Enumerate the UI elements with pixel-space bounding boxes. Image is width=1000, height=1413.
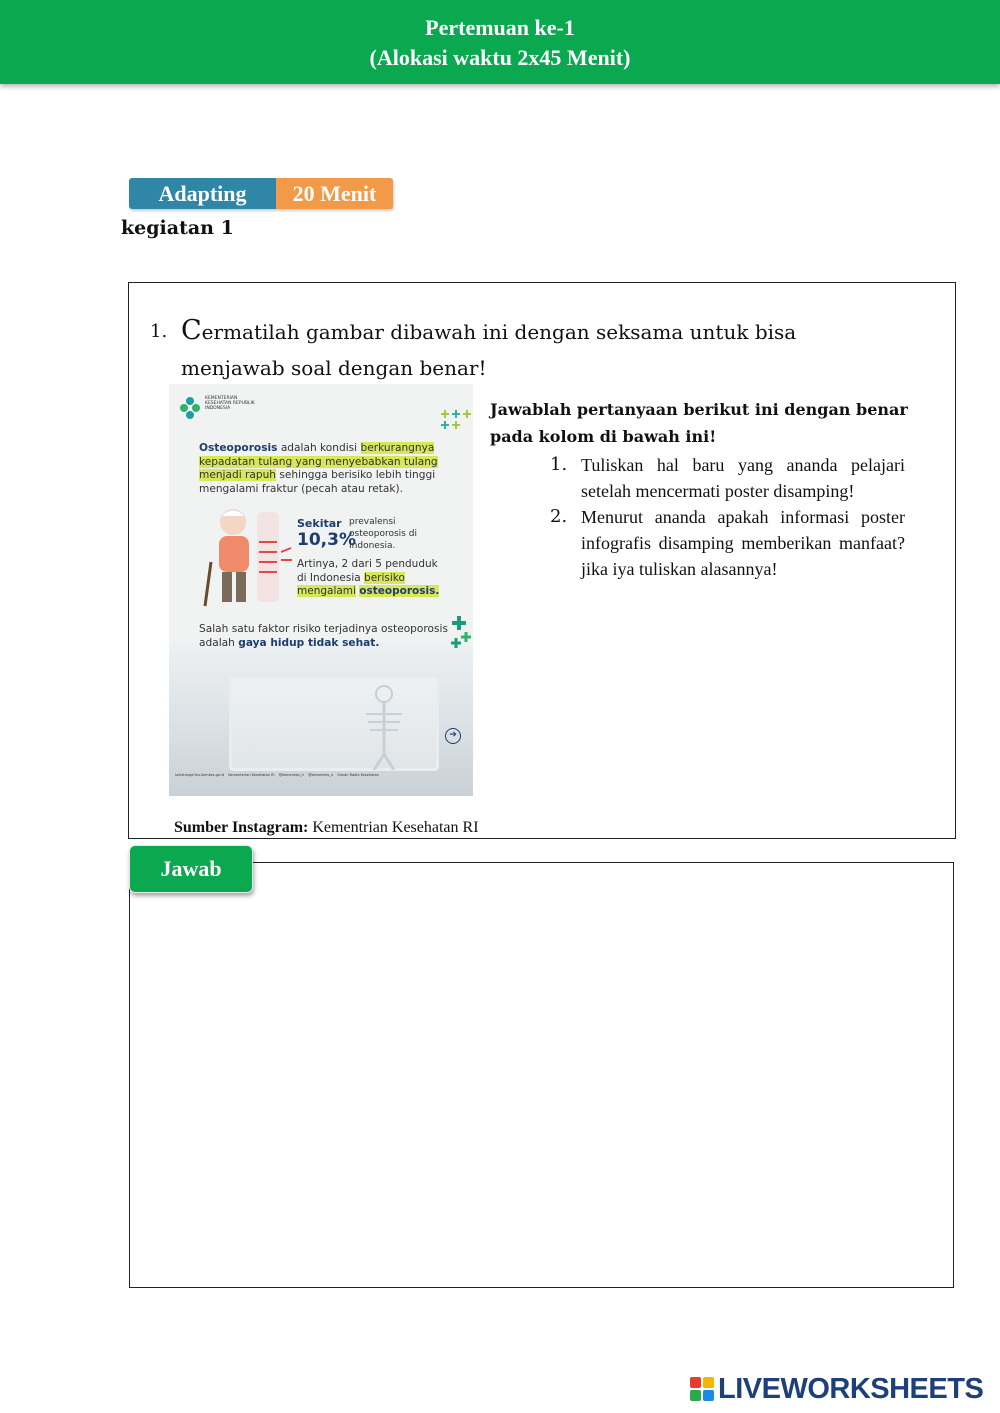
instruction-number: 1. — [550, 454, 568, 475]
poster-meaning — [297, 558, 447, 599]
poster-footer-item: Kementerian Kesehatan RI — [228, 773, 275, 777]
poster-term: Osteoporosis — [199, 442, 278, 454]
poster-footer — [175, 770, 467, 780]
duration-tag: 20 Menit — [276, 178, 393, 209]
plus-decoration-right-icon — [451, 614, 473, 650]
question-text — [181, 313, 901, 386]
logo-square — [690, 1390, 701, 1401]
liveworksheets-logo — [690, 1373, 983, 1405]
poster-definition-highlight: berkurangnya kepadatan tulang yang menyebabkan tulang menjadi rapuh — [199, 442, 438, 481]
poster-footer-item: @kemenkes_ri — [307, 773, 334, 777]
poster-footer-item: @kemenkes_ri — [278, 773, 304, 777]
question-number: 1. — [150, 321, 168, 342]
ministry-logo-icon — [179, 395, 201, 421]
instruction-text: Menurut ananda apakah informasi poster infografis disamping memberikan manfaat? jika iya tuliskan alasannya! — [581, 507, 905, 579]
instruction-item — [548, 504, 905, 582]
logo-square — [703, 1377, 714, 1388]
poster-meaning-start: Artinya, 2 dari 5 penduduk di Indonesia — [297, 558, 438, 584]
instruction-item — [548, 452, 905, 504]
poster-meaning-bold: osteoporosis. — [359, 585, 440, 597]
image-source — [174, 819, 479, 837]
poster-meaning-highlight-1: berisiko — [364, 571, 405, 584]
skeleton-illustration — [344, 684, 424, 770]
answer-box[interactable] — [129, 862, 954, 1288]
poster-meaning-highlight-2: mengalami — [297, 585, 356, 597]
poster-risk-factor-bold: gaya hidup tidak sehat. — [238, 637, 380, 649]
plus-decoration-icon — [441, 408, 471, 432]
poster-definition — [199, 442, 439, 496]
infographic-poster — [169, 384, 473, 796]
stage-tag-row — [129, 178, 393, 209]
answer-label: Jawab — [129, 845, 253, 893]
poster-percentage: 10,3% — [297, 530, 356, 550]
logo-square — [690, 1377, 701, 1388]
poster-definition-end: sehingga berisiko lebih tinggi mengalami fraktur (pecah atau retak). — [199, 469, 436, 495]
ministry-logo-text: KEMENTERIAN KESEHATAN REPUBLIK INDONESIA — [205, 396, 255, 411]
instruction-number: 2. — [550, 506, 568, 527]
instructions-list — [548, 452, 905, 582]
next-arrow-icon: ➔ — [445, 728, 461, 744]
source-label: Sumber Instagram: — [174, 819, 309, 836]
instruction-text: Tuliskan hal baru yang ananda pelajari setelah mencermati poster disamping! — [581, 455, 905, 501]
page-header — [0, 0, 1000, 84]
elderly-man-illustration — [199, 502, 294, 612]
question-text-rest: ermatilah gambar dibawah ini dengan seksama untuk bisa menjawab soal dengan benar! — [181, 320, 797, 380]
header-meeting-title: Pertemuan ke-1 — [425, 15, 575, 40]
liveworksheets-wordmark: LIVEWORKSHEETS — [718, 1372, 984, 1405]
section-title: kegiatan 1 — [121, 217, 234, 239]
poster-definition-mid: adalah kondisi — [277, 442, 361, 454]
question-first-letter: C — [181, 315, 202, 346]
poster-footer-item: sehatnegeriku.kemkes.go.id — [175, 773, 225, 777]
poster-prevalence: prevalensi osteoporosis di Indonesia. — [349, 517, 417, 551]
poster-footer-item: Siaran Radio Kesehatan — [337, 773, 379, 777]
source-value: Kementrian Kesehatan RI — [308, 819, 479, 836]
stage-tag: Adapting — [129, 178, 276, 209]
poster-sekitar: Sekitar — [297, 517, 342, 530]
poster-risk-factor — [199, 622, 449, 650]
poster-risk-factor-start: Salah satu faktor risiko terjadinya osteoporosis adalah — [199, 623, 448, 649]
liveworksheets-logo-icon — [690, 1377, 714, 1401]
instructions-title: Jawablah pertanyaan berikut ini dengan benar pada kolom di bawah ini! — [490, 400, 908, 446]
header-time-allocation: (Alokasi waktu 2x45 Menit) — [369, 45, 631, 70]
logo-square — [703, 1390, 714, 1401]
